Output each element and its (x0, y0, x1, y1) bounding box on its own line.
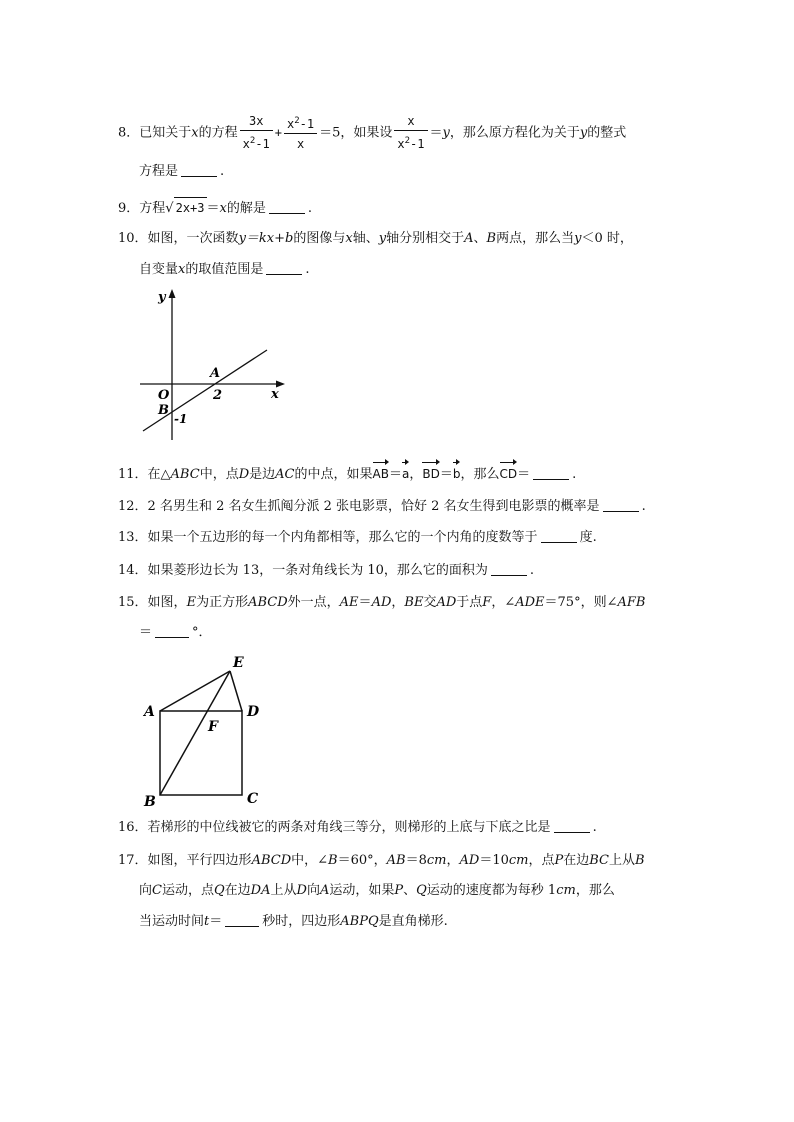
angle-afb: AFB (617, 595, 646, 610)
vector-cd: CD (500, 464, 518, 484)
q15-text: 于点 (456, 595, 483, 610)
period: . (529, 563, 535, 578)
q13-unit: 度. (579, 530, 597, 545)
label-b: B (144, 794, 156, 810)
equals: ＝ (429, 125, 443, 141)
segment-ac: AC (275, 467, 295, 482)
period: . (572, 467, 577, 482)
vector-a: a (402, 464, 409, 484)
label-2: 2 (213, 388, 223, 403)
fraction-3 (394, 112, 427, 154)
answer-blank[interactable] (603, 497, 639, 512)
q17-text: 向 (306, 883, 320, 898)
period: . (592, 820, 597, 835)
question-number: 17． (118, 853, 148, 868)
q8-text: 已知关于 (139, 125, 192, 141)
question-8 (118, 112, 626, 154)
den-var: x (397, 137, 405, 151)
q8-text: 方程是 (139, 164, 179, 179)
question-10-continued (139, 260, 310, 280)
unit-cm: cm (508, 853, 529, 868)
point-q: Q (416, 883, 427, 898)
question-number: 14． (118, 563, 148, 578)
segment-ad: AD (459, 853, 480, 868)
q10-text: 的取值范围是 (185, 262, 264, 277)
q17-text: 向 (139, 883, 153, 898)
label-a: A (210, 366, 221, 381)
comma: ， (409, 467, 423, 482)
q17-text: 上从 (609, 853, 636, 868)
q8-text: 的整式 (587, 125, 627, 141)
point-c: C (152, 883, 162, 898)
point-q: Q (213, 883, 225, 898)
point-b: B (635, 853, 645, 868)
parallelogram-abcd: ABCD (251, 853, 292, 868)
equals: ＝ (209, 914, 223, 929)
plus-sign: + (274, 125, 282, 140)
question-11 (118, 464, 576, 485)
q8-text: 的方程 (198, 125, 238, 141)
question-number: 11． (118, 467, 148, 482)
var-x: x (178, 262, 186, 277)
q17-text: 上从 (270, 883, 297, 898)
segment-bc: BC (589, 853, 609, 868)
linear-function: y＝kx+b (238, 231, 294, 246)
sqrt-sign: √ (165, 201, 174, 216)
label-c: C (247, 791, 259, 807)
question-8-continued (139, 162, 224, 182)
vector-b: b (453, 464, 461, 484)
question-15-continued (139, 623, 212, 643)
q10-text: 轴分别相交于 (386, 231, 465, 246)
question-9 (118, 197, 312, 219)
q13-text: 如果一个五边形的每一个内角都相等，那么它的一个内角的度数等于 (147, 530, 538, 545)
q17-text: ，点 (528, 853, 555, 868)
q14-text: 如果菱形边长为 13，一条对角线长为 10，那么它的面积为 (147, 563, 488, 578)
fraction-2 (284, 112, 317, 154)
q10-text: 自变量 (139, 262, 179, 277)
question-number: 15． (118, 595, 148, 610)
period: . (307, 201, 313, 216)
label-e: E (233, 655, 244, 671)
point-d: D (238, 467, 250, 482)
point-p: P (394, 883, 404, 898)
q17-text: 在边 (224, 883, 251, 898)
question-number: 10． (118, 231, 148, 246)
answer-blank[interactable] (181, 162, 217, 177)
var-x: x (345, 231, 353, 246)
equals: ＝ (139, 625, 153, 640)
q11-text: ，那么 (460, 467, 500, 482)
segment-ab: AB (386, 853, 406, 868)
exponent: 2 (249, 136, 256, 146)
question-14 (118, 561, 534, 581)
fraction-numerator: x (394, 112, 427, 131)
question-17-line-3 (139, 912, 448, 932)
den-rest: -1 (255, 137, 270, 151)
q10-text: 轴、 (352, 231, 379, 246)
q17-text: ， (446, 853, 460, 868)
answer-blank[interactable] (554, 818, 590, 833)
square-abcd: ABCD (248, 595, 288, 610)
point-d: D (296, 883, 307, 898)
y-axis-arrow (169, 289, 176, 298)
fraction-denominator (394, 131, 427, 154)
var-y: y (579, 125, 588, 141)
label-o: O (158, 388, 170, 403)
question-10 (118, 229, 633, 249)
label-minus1: -1 (174, 412, 188, 426)
q17-text: 运动，点 (161, 883, 214, 898)
var-y: y (574, 231, 582, 246)
answer-blank[interactable] (155, 623, 189, 638)
point-f: F (482, 595, 492, 610)
question-12 (118, 497, 646, 517)
equals: ＝ (206, 201, 220, 216)
label-d: D (247, 704, 260, 720)
q10-text: ＜0 时， (581, 231, 633, 246)
var-y: y (378, 231, 387, 246)
question-13 (118, 528, 597, 548)
point-a: A (464, 231, 474, 246)
q16-text: 若梯形的中位线被它的两条对角线三等分，则梯形的上底与下底之比是 (147, 820, 551, 835)
degree-period: °． (192, 625, 212, 640)
segment-ad: AD (371, 595, 392, 610)
q17-text: ＝60°， (337, 853, 387, 868)
q17-text: ，那么 (575, 883, 615, 898)
label-f: F (208, 719, 218, 735)
fraction-denominator: x (296, 137, 305, 151)
question-15 (118, 593, 645, 613)
fraction-denominator (240, 131, 273, 154)
var-x: x (191, 125, 199, 141)
period: . (641, 499, 646, 514)
q17-text: ＝10 (479, 853, 509, 868)
comma: ， (391, 595, 405, 610)
segment-ae: AE (339, 595, 359, 610)
label-a: A (144, 704, 155, 720)
fraction-numerator: 3x (240, 112, 273, 131)
segment-de-line (230, 671, 242, 711)
q15-text: 外一点， (287, 595, 340, 610)
q17-text: 运动的速度都为每秒 1 (426, 883, 557, 898)
segment-ad: AD (436, 595, 457, 610)
answer-blank[interactable] (541, 528, 577, 543)
radicand: 2x+3 (174, 197, 207, 218)
q17-text: 运动，如果 (329, 883, 395, 898)
unit-cm: cm (556, 883, 576, 898)
equals: ＝ (517, 467, 531, 482)
label-y: y (158, 290, 166, 305)
period: . (220, 164, 225, 179)
question-number: 13． (118, 530, 148, 545)
num-var: x (287, 117, 295, 131)
quadrilateral-abpq: ABPQ (340, 914, 379, 929)
question-17 (118, 851, 645, 871)
num-rest: -1 (299, 117, 315, 131)
answer-blank[interactable] (491, 561, 527, 576)
q15-text: ＝75°，则∠ (544, 595, 618, 610)
equals: ＝ (439, 467, 453, 482)
fraction-numerator (284, 112, 317, 134)
question-number: 16． (118, 820, 148, 835)
q8-text: ，那么原方程化为关于 (449, 125, 580, 141)
point-b: B (486, 231, 497, 246)
angle-ade: ADE (515, 595, 545, 610)
den-rest: -1 (410, 137, 425, 151)
question-number: 12． (118, 499, 148, 514)
exponent: 2 (294, 116, 300, 126)
q10-text: 的图像与 (293, 231, 346, 246)
answer-blank[interactable] (225, 912, 259, 927)
segment-be: BE (404, 595, 424, 610)
figure-10-graph (130, 285, 300, 445)
question-16 (118, 818, 597, 838)
angle-b: B (328, 853, 338, 868)
vector-ab: AB (373, 464, 389, 484)
q17-text: 在边 (563, 853, 590, 868)
separator: 、 (403, 883, 417, 898)
figure-15-square (138, 650, 268, 810)
var-t: t (204, 914, 210, 929)
den-var: x (242, 137, 250, 151)
unit-cm: cm (426, 853, 447, 868)
q17-text: 是直角梯形. (378, 914, 448, 929)
equals: ＝ (358, 595, 372, 610)
q10-text: 两点，那么当 (496, 231, 575, 246)
answer-blank[interactable] (269, 199, 305, 214)
equals: ＝ (388, 467, 402, 482)
q15-text: 交 (423, 595, 437, 610)
vector-bd: BD (422, 464, 439, 484)
q15-text: ，∠ (491, 595, 516, 610)
q15-text: 如图， (147, 595, 187, 610)
q11-text: 中，点 (199, 467, 239, 482)
answer-blank[interactable] (533, 465, 569, 480)
triangle-abc: ABC (170, 467, 200, 482)
q17-text: 如图，平行四边形 (147, 853, 252, 868)
q17-text: 中，∠ (291, 853, 329, 868)
question-number: 9． (118, 201, 140, 216)
point-e: E (186, 595, 197, 610)
label-b: B (158, 403, 169, 418)
q10-text: 如图，一次函数 (147, 231, 239, 246)
q9-text: 方程 (139, 201, 166, 216)
q12-text: 2 名男生和 2 名女生抓阄分派 2 张电影票，恰好 2 名女生得到电影票的概率是 (147, 499, 600, 514)
q17-text: 当运动时间 (139, 914, 205, 929)
point-a: A (319, 883, 330, 898)
segment-be-line (160, 671, 230, 795)
q11-text: 是边 (249, 467, 276, 482)
q17-text: 秒时，四边形 (262, 914, 341, 929)
exponent: 2 (404, 136, 411, 146)
q11-text: 的中点，如果 (294, 467, 373, 482)
fraction-1 (240, 112, 273, 154)
question-number: 8． (118, 125, 140, 141)
segment-da: DA (250, 883, 271, 898)
q15-text: 为正方形 (196, 595, 249, 610)
period: . (305, 262, 310, 277)
q17-text: ＝8 (405, 853, 427, 868)
var-y: y (442, 125, 450, 141)
q8-text: ＝5，如果设 (319, 125, 393, 141)
label-x: x (271, 387, 279, 402)
var-x: x (219, 201, 227, 216)
separator: 、 (473, 231, 487, 246)
q9-text: 的解是 (226, 201, 266, 216)
q11-text: 在△ (147, 467, 171, 482)
answer-blank[interactable] (266, 260, 302, 275)
point-p: P (554, 853, 564, 868)
question-17-line-2 (139, 881, 615, 901)
